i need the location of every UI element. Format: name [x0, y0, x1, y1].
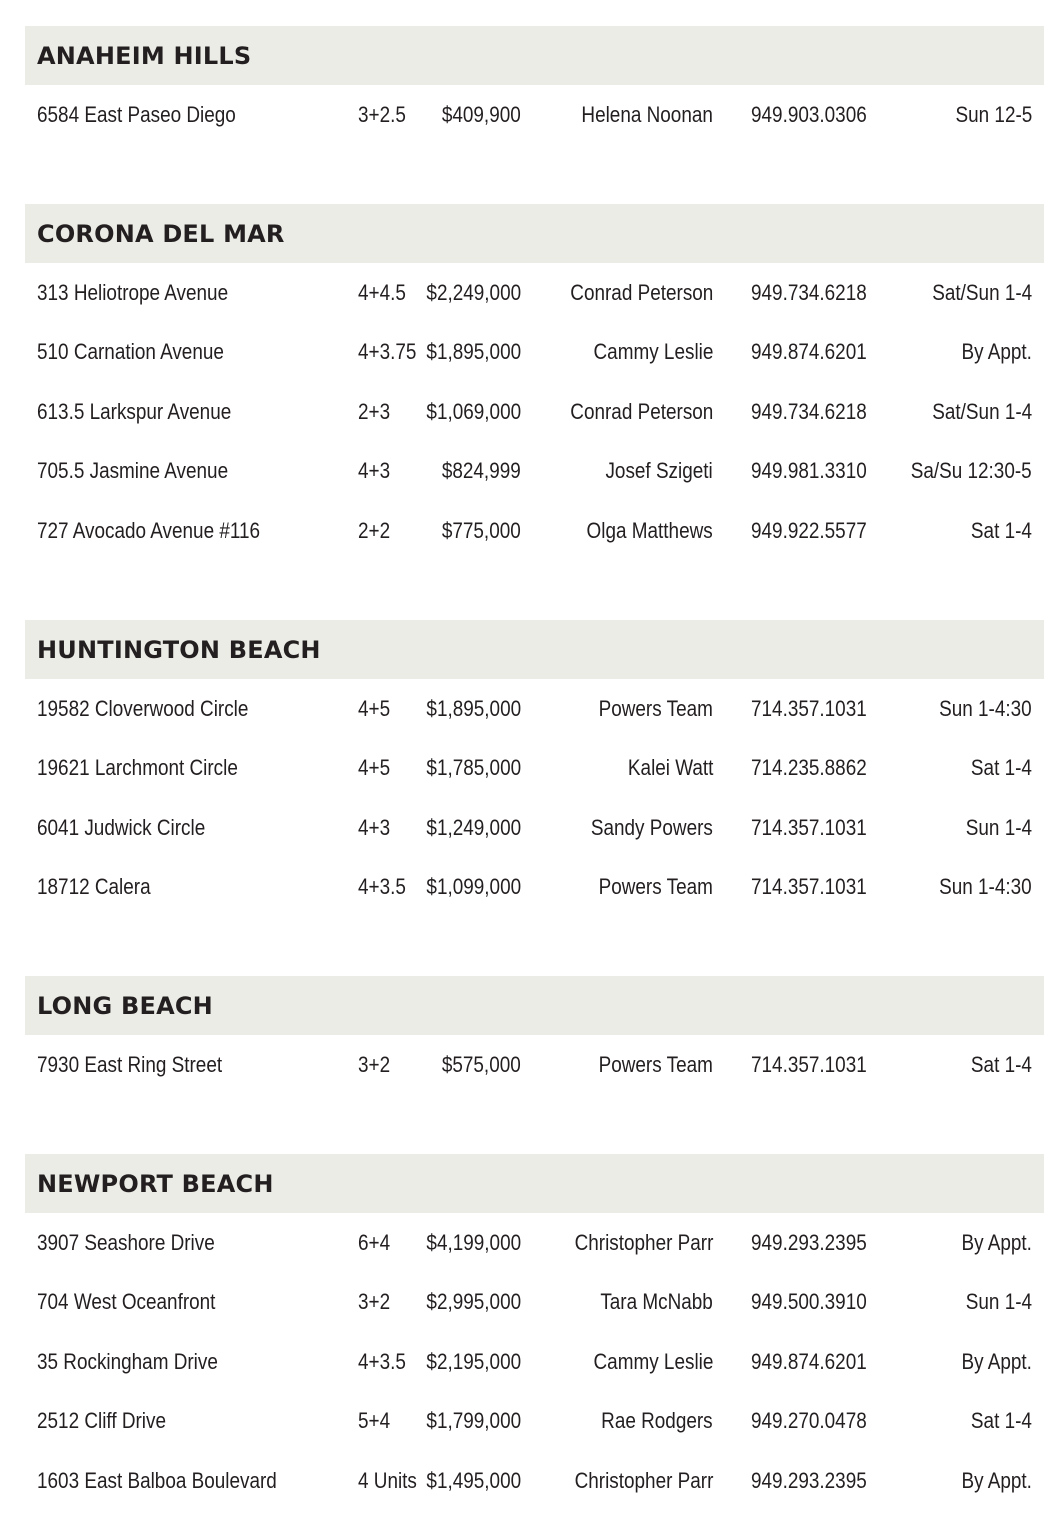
listing-phone: 949.293.2395: [751, 1467, 867, 1493]
listing-row: 1603 East Balboa Boulevard 4 Units $1,495,000 Christopher Parr 949.293.2395 By Appt.: [37, 1467, 1032, 1493]
listing-row: 2512 Cliff Drive 5+4 $1,799,000 Rae Rodgers 949.270.0478 Sat 1-4: [37, 1408, 1032, 1434]
listing-agent: Conrad Peterson: [569, 279, 713, 305]
listing-address: 18712 Calera: [37, 874, 151, 900]
listing-address: 7930 East Ring Street: [37, 1051, 223, 1077]
section-corona-del-mar: [25, 204, 1044, 561]
listing-agent: Powers Team: [598, 695, 713, 721]
listing-price: $1,785,000: [426, 755, 521, 781]
listing-open-house: Sat 1-4: [970, 755, 1032, 781]
listing-agent: Helena Noonan: [581, 101, 713, 127]
listing-agent: Josef Szigeti: [605, 458, 713, 484]
listing-price: $1,895,000: [426, 695, 521, 721]
listing-row: 19621 Larchmont Circle 4+5 $1,785,000 Kalei Watt 714.235.8862 Sat 1-4: [37, 755, 1032, 781]
listing-phone: 949.903.0306: [751, 101, 867, 127]
listing-open-house: Sat 1-4: [970, 517, 1032, 543]
listing-row: 313 Heliotrope Avenue 4+4.5 $2,249,000 Conrad Peterson 949.734.6218 Sat/Sun 1-4: [37, 279, 1032, 305]
listing-row: 6584 East Paseo Diego 3+2.5 $409,900 Helena Noonan 949.903.0306 Sun 12-5: [37, 101, 1032, 127]
section-heading: NEWPORT BEACH: [25, 1154, 1044, 1213]
listing-address: 705.5 Jasmine Avenue: [37, 458, 229, 484]
listing-agent: Cammy Leslie: [593, 339, 713, 365]
listing-address: 313 Heliotrope Avenue: [37, 279, 229, 305]
listing-phone: 949.874.6201: [751, 1348, 867, 1374]
listing-row: 510 Carnation Avenue 4+3.75 $1,895,000 Cammy Leslie 949.874.6201 By Appt.: [37, 339, 1032, 365]
listing-address: 19621 Larchmont Circle: [37, 755, 238, 781]
listing-open-house: Sun 1-4: [965, 1289, 1032, 1315]
listing-phone: 949.922.5577: [751, 517, 867, 543]
section-newport-beach: [25, 1154, 1044, 1511]
listing-phone: 949.293.2395: [751, 1229, 867, 1255]
listing-address: 510 Carnation Avenue: [37, 339, 224, 365]
listing-open-house: Sun 1-4:30: [939, 874, 1032, 900]
listing-row: 705.5 Jasmine Avenue 4+3 $824,999 Josef Szigeti 949.981.3310 Sa/Su 12:30-5: [37, 458, 1032, 484]
listing-agent: Olga Matthews: [586, 517, 713, 543]
listing-phone: 949.500.3910: [751, 1289, 867, 1315]
listing-address: 19582 Cloverwood Circle: [37, 695, 249, 721]
listing-price: $1,069,000: [426, 398, 521, 424]
listing-price: $4,199,000: [426, 1229, 521, 1255]
section-heading: LONG BEACH: [25, 976, 1044, 1035]
section-long-beach: [25, 976, 1044, 1095]
listing-agent: Christopher Parr: [574, 1467, 713, 1493]
listing-row: 19582 Cloverwood Circle 4+5 $1,895,000 Powers Team 714.357.1031 Sun 1-4:30: [37, 695, 1032, 721]
listing-price: $775,000: [442, 517, 521, 543]
listing-open-house: Sa/Su 12:30-5: [911, 458, 1032, 484]
listing-phone: 949.734.6218: [751, 398, 867, 424]
section-huntington-beach: [25, 620, 1044, 917]
listing-price: $1,099,000: [426, 874, 521, 900]
listing-open-house: By Appt.: [961, 1348, 1032, 1374]
listing-address: 2512 Cliff Drive: [37, 1408, 166, 1434]
listing-agent: Sandy Powers: [591, 814, 713, 840]
listing-row: 727 Avocado Avenue #116 2+2 $775,000 Olga Matthews 949.922.5577 Sat 1-4: [37, 517, 1032, 543]
section-heading: HUNTINGTON BEACH: [25, 620, 1044, 679]
listing-address: 35 Rockingham Drive: [37, 1348, 218, 1374]
listing-address: 613.5 Larkspur Avenue: [37, 398, 232, 424]
listing-price: $1,249,000: [426, 814, 521, 840]
listing-address: 3907 Seashore Drive: [37, 1229, 215, 1255]
section-heading: CORONA DEL MAR: [25, 204, 1044, 263]
listing-agent: Rae Rodgers: [601, 1408, 713, 1434]
listing-price: $2,249,000: [426, 279, 521, 305]
listing-phone: 949.270.0478: [751, 1408, 867, 1434]
listing-row: 3907 Seashore Drive 6+4 $4,199,000 Christopher Parr 949.293.2395 By Appt.: [37, 1229, 1032, 1255]
listing-agent: Powers Team: [598, 874, 713, 900]
listing-address: 704 West Oceanfront: [37, 1289, 216, 1315]
listing-phone: 714.357.1031: [751, 874, 867, 900]
listing-phone: 714.357.1031: [751, 1051, 867, 1077]
listing-open-house: Sun 1-4: [965, 814, 1032, 840]
listing-phone: 949.981.3310: [751, 458, 867, 484]
listing-price: $1,495,000: [426, 1467, 521, 1493]
listing-agent: Cammy Leslie: [593, 1348, 713, 1374]
listing-open-house: By Appt.: [961, 1467, 1032, 1493]
listing-price: $575,000: [442, 1051, 521, 1077]
listing-row: 704 West Oceanfront 3+2 $2,995,000 Tara McNabb 949.500.3910 Sun 1-4: [37, 1289, 1032, 1315]
section-anaheim-hills: [25, 26, 1044, 145]
listing-address: 6584 East Paseo Diego: [37, 101, 236, 127]
listing-open-house: Sat/Sun 1-4: [932, 279, 1032, 305]
listing-price: $2,995,000: [426, 1289, 521, 1315]
section-heading: ANAHEIM HILLS: [25, 26, 1044, 85]
listing-open-house: By Appt.: [961, 339, 1032, 365]
listing-price: $824,999: [442, 458, 521, 484]
listing-price: $1,895,000: [426, 339, 521, 365]
listing-row: 6041 Judwick Circle 4+3 $1,249,000 Sandy Powers 714.357.1031 Sun 1-4: [37, 814, 1032, 840]
listing-agent: Tara McNabb: [600, 1289, 713, 1315]
listing-phone: 949.874.6201: [751, 339, 867, 365]
listing-open-house: Sat/Sun 1-4: [932, 398, 1032, 424]
listing-agent: Conrad Peterson: [569, 398, 713, 424]
listing-phone: 714.235.8862: [751, 755, 867, 781]
listing-open-house: By Appt.: [961, 1229, 1032, 1255]
listing-open-house: Sat 1-4: [970, 1051, 1032, 1077]
listing-phone: 714.357.1031: [751, 695, 867, 721]
listing-price: $1,799,000: [426, 1408, 521, 1434]
listing-open-house: Sun 12-5: [955, 101, 1032, 127]
listing-address: 6041 Judwick Circle: [37, 814, 206, 840]
listing-open-house: Sun 1-4:30: [939, 695, 1032, 721]
listing-price: $2,195,000: [426, 1348, 521, 1374]
listing-row: 7930 East Ring Street 3+2 $575,000 Powers Team 714.357.1031 Sat 1-4: [37, 1051, 1032, 1077]
listing-phone: 949.734.6218: [751, 279, 867, 305]
listing-phone: 714.357.1031: [751, 814, 867, 840]
listing-row: 613.5 Larkspur Avenue 2+3 $1,069,000 Conrad Peterson 949.734.6218 Sat/Sun 1-4: [37, 398, 1032, 424]
listing-agent: Christopher Parr: [574, 1229, 713, 1255]
listing-open-house: Sat 1-4: [970, 1408, 1032, 1434]
listing-row: 18712 Calera 4+3.5 $1,099,000 Powers Team 714.357.1031 Sun 1-4:30: [37, 874, 1032, 900]
listing-address: 727 Avocado Avenue #116: [37, 517, 261, 543]
listing-row: 35 Rockingham Drive 4+3.5 $2,195,000 Cammy Leslie 949.874.6201 By Appt.: [37, 1348, 1032, 1374]
listing-agent: Powers Team: [598, 1051, 713, 1077]
listing-address: 1603 East Balboa Boulevard: [37, 1467, 277, 1493]
listing-agent: Kalei Watt: [627, 755, 713, 781]
listing-price: $409,900: [442, 101, 521, 127]
